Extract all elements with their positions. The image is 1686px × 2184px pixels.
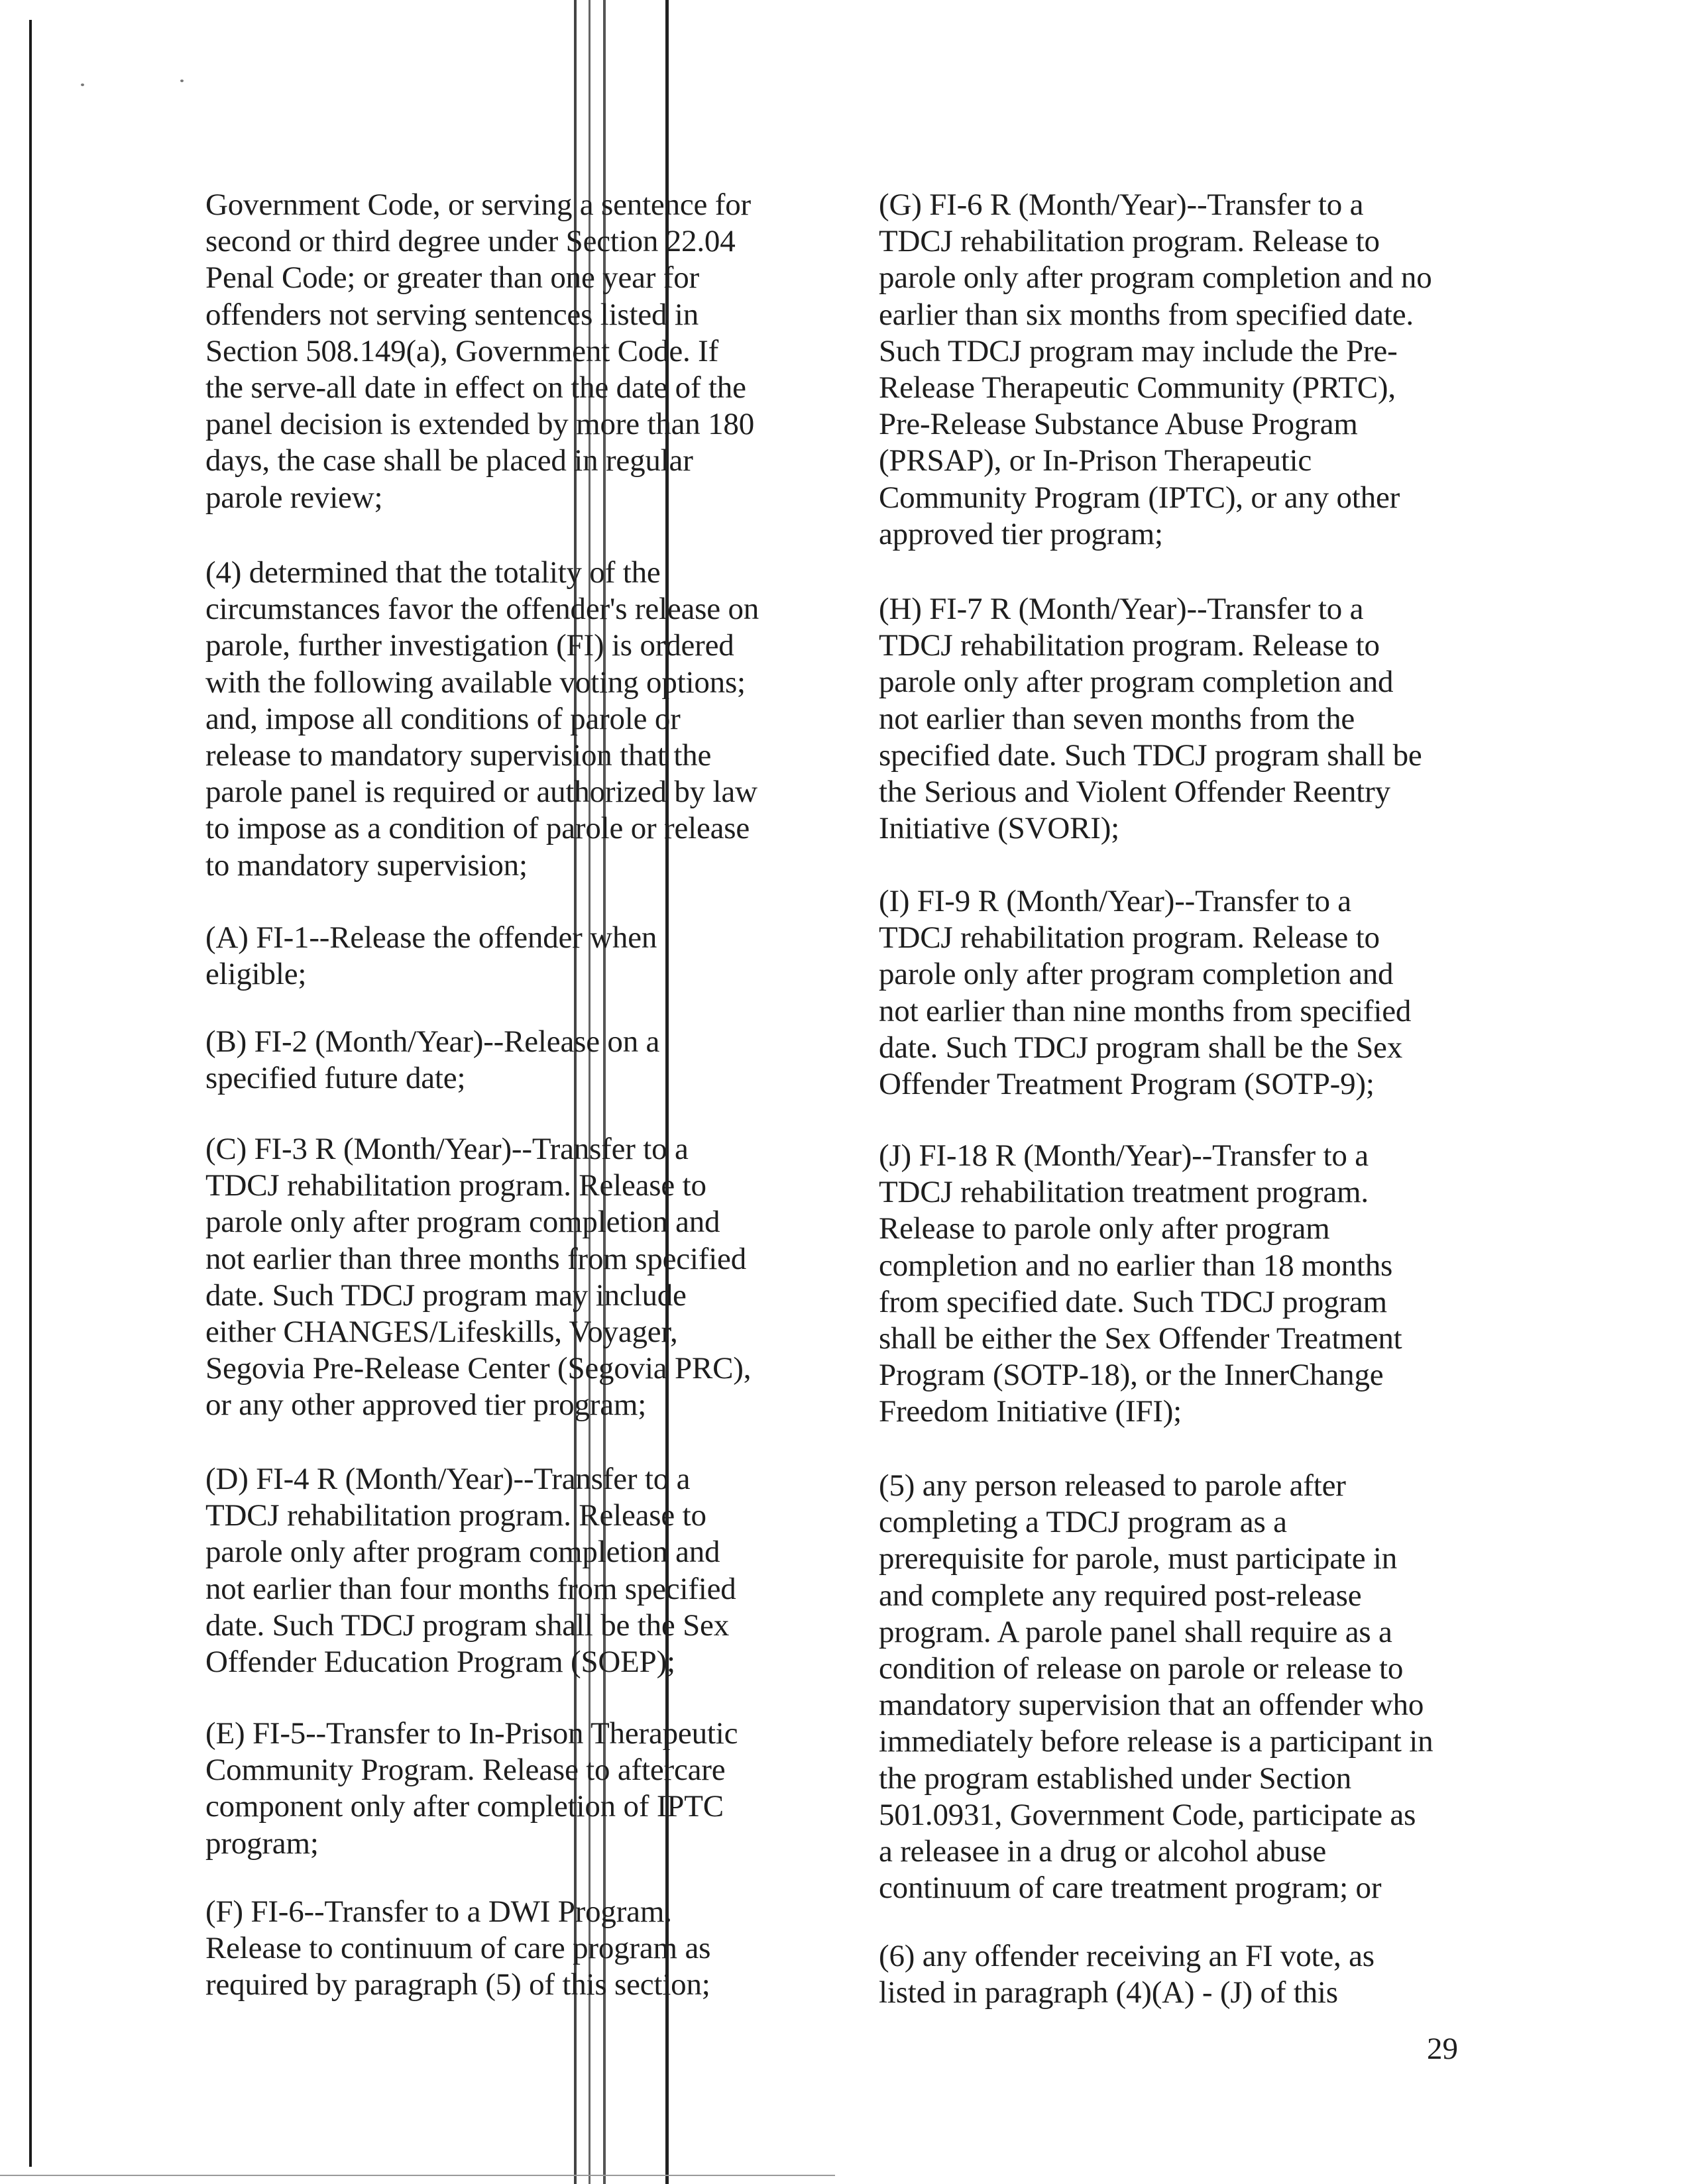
- page-number: 29: [1427, 2032, 1458, 2066]
- paragraph-serve-all: Government Code, or serving a sentence for second or third degree under Section 22.04 Penal Code; or greater than one year for offenders not serving sentences listed in Section 508.149(a), Government Code. If the serve-all date in effect on the date of the panel decision is extended by more than 180 days, the case shall be placed in regular parole review;: [205, 188, 755, 515]
- option-a-fi-1: (A) FI-1--Release the offender when eligible;: [205, 920, 657, 992]
- option-e-fi-5: (E) FI-5--Transfer to In-Prison Therapeutic Community Program. Release to aftercare component only after completion of IPTC program;: [205, 1716, 738, 1861]
- scan-speck: [180, 80, 184, 82]
- option-g-fi-6r: (G) FI-6 R (Month/Year)--Transfer to a TDCJ rehabilitation program. Release to parole only after program completion and no earlier than six months from specified date. Such TDCJ program may include the Pre- Release Therapeutic Community (PRTC), Pre-Release Substance Abuse Program (PRSAP), or In-Prison Therapeutic Community Program (IPTC), or any other approved tier program;: [879, 188, 1432, 551]
- scan-bottom-edge: [0, 2175, 835, 2176]
- option-b-fi-2: (B) FI-2 (Month/Year)--Release on a specified future date;: [205, 1024, 660, 1096]
- option-h-fi-7: (H) FI-7 R (Month/Year)--Transfer to a TDCJ rehabilitation program. Release to parole only after program completion and not earlier than seven months from the specified date. Such TDCJ program shall be the Serious and Violent Offender Reentry Initiative (SVORI);: [879, 592, 1422, 846]
- binding-edge-line: [29, 20, 32, 2167]
- option-d-fi-4: (D) FI-4 R (Month/Year)--Transfer to a TDCJ rehabilitation program. Release to parole only after program completion and not earlier than four months from specified date. Such TDCJ program shall be the Sex Offender Education Program (SOEP);: [205, 1462, 736, 1680]
- paragraph-6-fi-vote: (6) any offender receiving an FI vote, as listed in paragraph (4)(A) - (J) of this: [879, 1939, 1375, 2010]
- option-i-fi-9: (I) FI-9 R (Month/Year)--Transfer to a TDCJ rehabilitation program. Release to parole only after program completion and not earlier than nine months from specified date. Such TDCJ program shall be the Sex Offender Treatment Program (SOTP-9);: [879, 884, 1412, 1102]
- scan-speck: [81, 83, 84, 86]
- paragraph-4-further-investigation: (4) determined that the totality of the circumstances favor the offender's release on parole, further investigation (FI) is ordered with the following available voting options; and, impose all conditions of parole or release to mandatory supervision that the parole panel is required or authorized by law to impose as a condition of parole or release to mandatory supervision;: [205, 555, 759, 883]
- paragraph-5-post-release: (5) any person released to parole after completing a TDCJ program as a prerequisite for parole, must participate in and complete any required post-release program. A parole panel shall require as a condition of release on parole or release to mandatory supervision that an offender who immediately before release is a participant in the program established under Section 501.0931, Government Code, participate as a releasee in a drug or alcohol abuse continuum of care treatment program; or: [879, 1468, 1433, 1906]
- option-c-fi-3: (C) FI-3 R (Month/Year)--Transfer to a TDCJ rehabilitation program. Release to parole only after program completion and not earlier than three months from specified date. Such TDCJ program may include either CHANGES/Lifeskills, Voyager, Segovia Pre-Release Center (Segovia PRC), or any other approved tier program;: [205, 1132, 752, 1423]
- option-f-fi-6: (F) FI-6--Transfer to a DWI Program. Release to continuum of care program as required by paragraph (5) of this section;: [205, 1894, 711, 2002]
- option-j-fi-18: (J) FI-18 R (Month/Year)--Transfer to a TDCJ rehabilitation treatment program. Release to parole only after program completion and no earlier than 18 months from specified date. Such TDCJ program shall be either the Sex Offender Treatment Program (SOTP-18), or the InnerChange Freedom Initiative (IFI);: [879, 1138, 1402, 1429]
